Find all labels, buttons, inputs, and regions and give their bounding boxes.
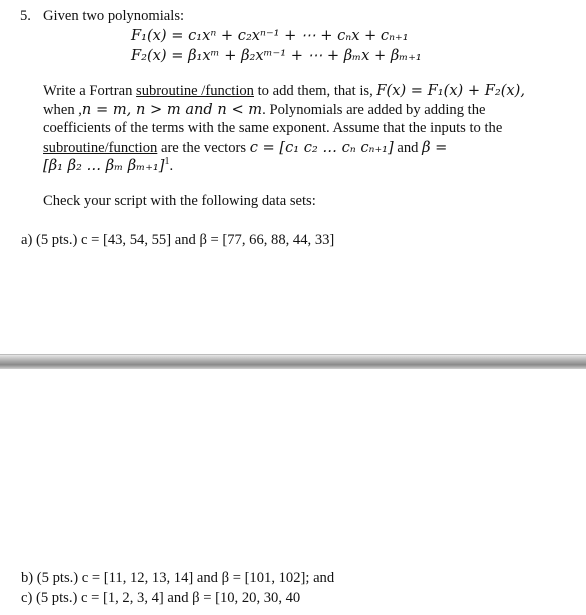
data-set-b: b) (5 pts.) c = [11, 12, 13, 14] and β = [101, 102]; and: [21, 570, 335, 586]
data-set-a: a) (5 pts.) c = [43, 54, 55] and β = [77, 66, 88, 44, 33]: [21, 232, 335, 248]
paragraph-line-5: [43, 157, 173, 176]
problem-intro: Given two polynomials:: [43, 8, 185, 24]
data-set-c: c) (5 pts.) c = [1, 2, 3, 4] and β = [10, 20, 30, 40: [21, 590, 301, 606]
problem-number: 5.: [20, 8, 31, 24]
equation-f1: F₁(x) = c₁xⁿ + c₂xⁿ⁻¹ + ⋯ + cₙx + cₙ₊₁: [131, 27, 409, 44]
superscript: 1: [164, 156, 170, 168]
paragraph-line-1: [43, 82, 525, 101]
paragraph-line-2: [43, 101, 485, 120]
subroutine-function-link: subroutine /function: [136, 83, 254, 99]
text: . Polynomials are added by adding the: [262, 102, 486, 118]
text: .: [169, 158, 174, 174]
text: to add them, that is,: [253, 83, 377, 99]
text: and: [393, 140, 423, 156]
inline-math: c = [c₁ c₂ … cₙ cₙ₊₁]: [249, 139, 394, 156]
text: are the vectors: [157, 140, 250, 156]
paragraph-line-3: coefficients of the terms with the same exponent. Assume that the inputs to the: [43, 120, 503, 136]
equation-f2: F₂(x) = β₁xᵐ + β₂xᵐ⁻¹ + ⋯ + βₘx + βₘ₊₁: [131, 47, 422, 64]
subroutine-function-link: subroutine/function: [43, 140, 158, 156]
inline-math: β =: [422, 139, 448, 156]
paragraph-line-4: [43, 139, 447, 158]
text: when ,: [43, 102, 82, 118]
inline-math: F(x) = F₁(x) + F₂(x),: [376, 82, 525, 99]
inline-math: n = m, n > m and n < m: [81, 101, 263, 118]
text: Write a Fortran: [43, 83, 137, 99]
check-instruction: Check your script with the following data sets:: [43, 193, 316, 209]
inline-math: [β₁ β₂ … βₘ βₘ₊₁]: [43, 157, 165, 174]
page-divider: [0, 355, 586, 369]
